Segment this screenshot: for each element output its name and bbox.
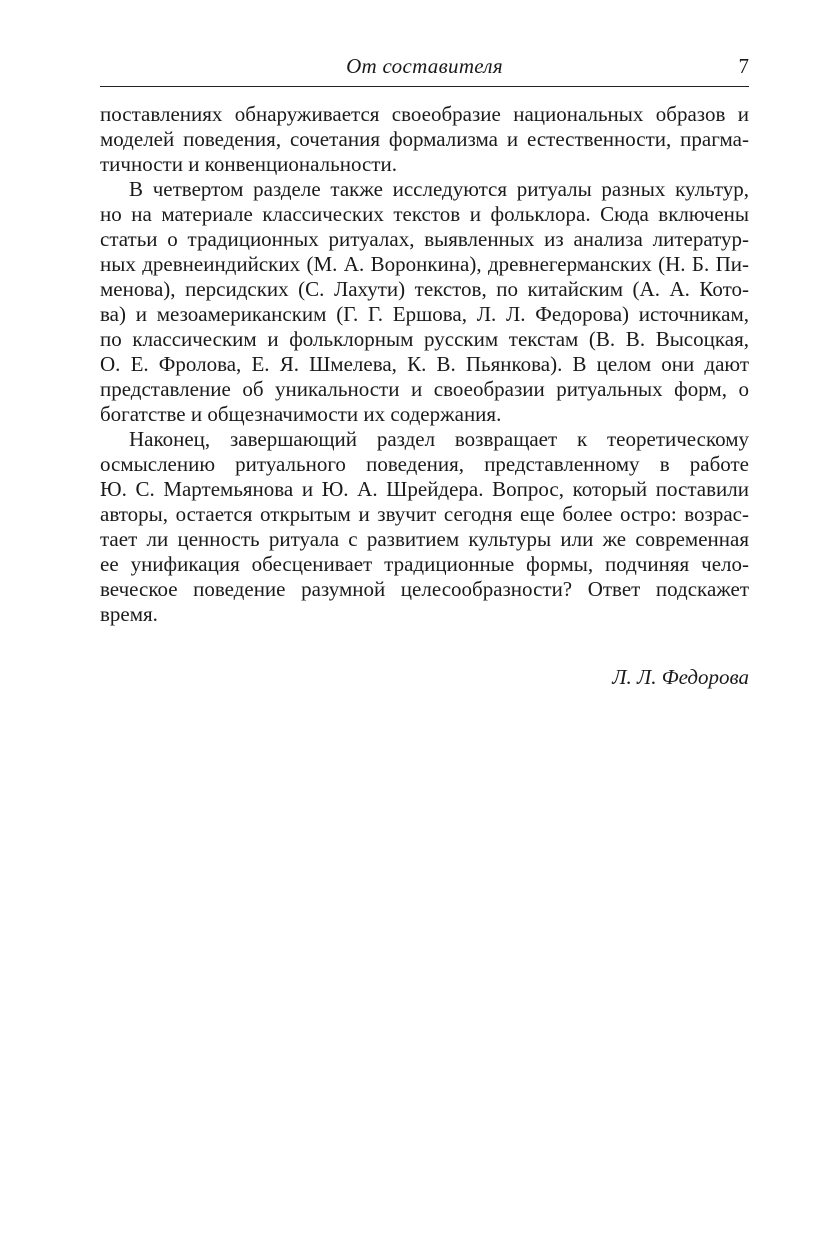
text-line: статьи о традиционных ритуалах, выявленных из анализа литератур-	[100, 227, 749, 251]
text-line: осмыслению ритуального поведения, представленному в работе	[100, 452, 749, 476]
text-line: тичности и конвенциональности.	[100, 152, 397, 176]
text-line: богатстве и общезначимости их содержания.	[100, 402, 502, 426]
paragraph-2	[100, 177, 749, 427]
text-line: ее унификация обесценивает традиционные формы, подчиняя чело-	[100, 552, 749, 576]
text-line: представление об уникальности и своеобразии ритуальных форм, о	[100, 377, 749, 401]
running-title: От составителя	[346, 54, 503, 78]
text-line: время.	[100, 602, 158, 626]
text-line: В четвертом разделе также исследуются ритуалы разных культур,	[129, 177, 749, 201]
text-line: тает ли ценность ритуала с развитием культуры или же современная	[100, 527, 749, 551]
text-line: ных древнеиндийских (М. А. Воронкина), древнегерманских (Н. Б. Пи-	[100, 252, 749, 276]
text-line: О. Е. Фролова, Е. Я. Шмелева, К. В. Пьянкова). В целом они дают	[100, 352, 749, 376]
author-signature: Л. Л. Федорова	[612, 665, 749, 689]
text-line: авторы, остается открытым и звучит сегодня еще более остро: возрас-	[100, 502, 749, 526]
text-line: Ю. С. Мартемьянова и Ю. А. Шрейдера. Вопрос, который поставили	[100, 477, 749, 501]
text-line: поставлениях обнаруживается своеобразие национальных образов и	[100, 102, 749, 126]
paragraph-3	[100, 427, 749, 627]
text-line: но на материале классических текстов и фольклора. Сюда включены	[100, 202, 749, 226]
body-text	[100, 102, 749, 627]
running-header	[100, 52, 749, 87]
text-line: моделей поведения, сочетания формализма и естественности, прагма-	[100, 127, 749, 151]
text-line: веческое поведение разумной целесообразности? Ответ подскажет	[100, 577, 749, 601]
text-line: по классическим и фольклорным русским текстам (В. В. Высоцкая,	[100, 327, 749, 351]
text-line: ва) и мезоамериканским (Г. Г. Ершова, Л. Л. Федорова) источникам,	[100, 302, 749, 326]
text-line: менова), персидских (С. Лахути) текстов, по китайским (А. А. Кото-	[100, 277, 749, 301]
text-line: Наконец, завершающий раздел возвращает к теоретическому	[129, 427, 749, 451]
paragraph-1	[100, 102, 749, 177]
page-number: 7	[738, 54, 749, 78]
